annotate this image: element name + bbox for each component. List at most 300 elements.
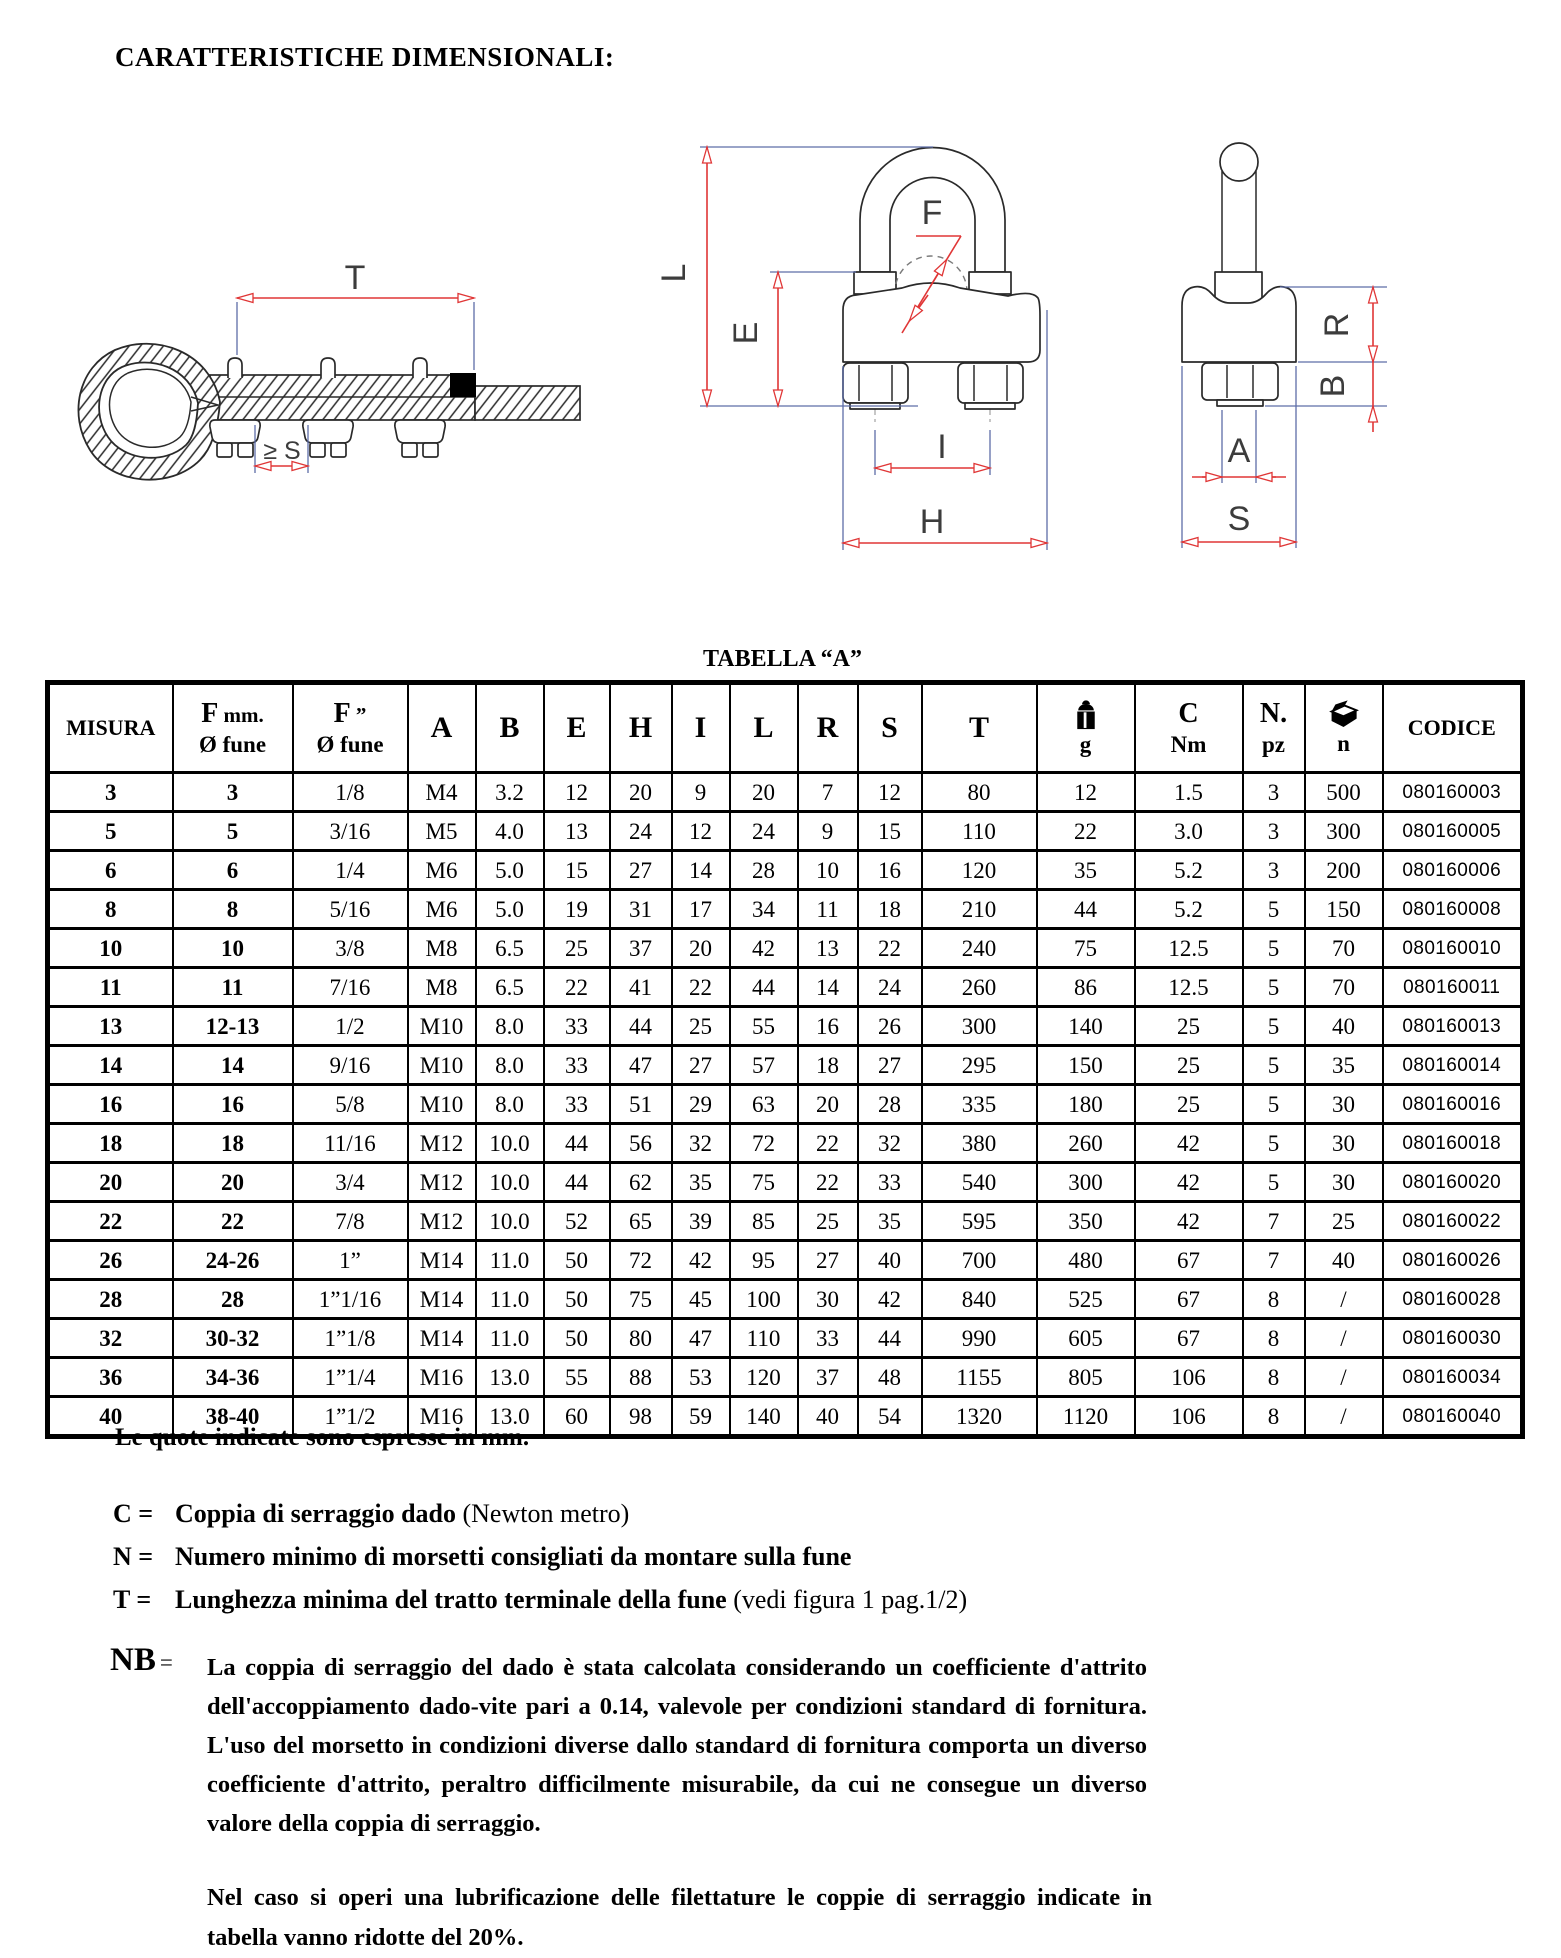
table-cell: 3/8 [293,929,408,968]
table-cell: / [1305,1280,1383,1319]
table-cell: M6 [408,851,476,890]
dim-label-h: H [919,503,945,541]
table-cell: 44 [730,968,798,1007]
table-cell: 3/16 [293,812,408,851]
legend-text-normal: (vedi figura 1 pag.1/2) [726,1585,968,1614]
table-cell: 200 [1305,851,1383,890]
table-cell: 12 [858,773,922,812]
table-cell: 35 [1305,1046,1383,1085]
table-cell: 20 [173,1163,293,1202]
table-cell: 31 [610,890,672,929]
table-cell: 7 [1243,1241,1305,1280]
table-cell: 40 [798,1397,858,1437]
table-cell: 8.0 [476,1085,544,1124]
table-cell: 34-36 [173,1358,293,1397]
table-cell: 72 [610,1241,672,1280]
table-cell: 13.0 [476,1358,544,1397]
table-cell: 95 [730,1241,798,1280]
table-cell: 080160006 [1383,851,1523,890]
table-cell: 5 [1243,929,1305,968]
table-cell: 25 [1305,1202,1383,1241]
table-cell: 42 [858,1280,922,1319]
table-cell: 150 [1037,1046,1135,1085]
nb-note [110,1642,1150,1843]
box-icon [1306,700,1382,729]
table-cell: 3.0 [1135,812,1243,851]
dimension-t [237,259,474,370]
table-cell: 080160013 [1383,1007,1523,1046]
table-cell: M14 [408,1241,476,1280]
column-header [1305,683,1383,773]
table-cell: M12 [408,1124,476,1163]
table-cell: 24 [730,812,798,851]
table-cell: 350 [1037,1202,1135,1241]
column-header-unit: n [1337,730,1350,756]
table-cell: 150 [1305,890,1383,929]
table-cell: 28 [858,1085,922,1124]
table-cell: 9 [798,812,858,851]
clip-front-view-drawing [655,110,1060,570]
table-cell: 54 [858,1397,922,1437]
table-cell: 335 [922,1085,1037,1124]
table-cell: 47 [610,1046,672,1085]
table-cell: 16 [173,1085,293,1124]
table-row [48,851,1523,890]
dim-label-i: I [937,428,947,466]
table-cell: 5 [1243,890,1305,929]
table-cell: 14 [173,1046,293,1085]
table-cell: 3 [1243,812,1305,851]
table-cell: 80 [610,1319,672,1358]
table-cell: 8.0 [476,1046,544,1085]
table-cell: 7 [798,773,858,812]
table-cell: 18 [173,1124,293,1163]
legend-text-normal: (Newton metro) [456,1499,630,1528]
column-header: H [610,683,672,773]
dim-label-a: A [1227,432,1251,470]
table-row [48,1124,1523,1163]
table-row [48,1280,1523,1319]
table-cell: 5 [173,812,293,851]
table-cell: 37 [798,1358,858,1397]
table-cell: 6 [48,851,173,890]
table-cell: 20 [48,1163,173,1202]
table-cell: 6.5 [476,968,544,1007]
table-cell: 3 [173,773,293,812]
table-cell: 40 [1305,1007,1383,1046]
table-cell: 8.0 [476,1007,544,1046]
table-cell: 13 [798,929,858,968]
dim-label-s: S [1227,500,1251,538]
dimension-i [875,428,990,475]
table-cell: 27 [798,1241,858,1280]
table-cell: 10 [48,929,173,968]
table-cell: 080160003 [1383,773,1523,812]
table-cell: 42 [1135,1163,1243,1202]
table-cell: 1”1/2 [293,1397,408,1437]
table-cell: 8 [173,890,293,929]
table-cell: 38-40 [173,1397,293,1437]
table-cell: 47 [672,1319,730,1358]
table-cell: 62 [610,1163,672,1202]
table-cell: 24 [610,812,672,851]
table-cell: 080160020 [1383,1163,1523,1202]
table-cell: 13 [48,1007,173,1046]
table-cell: 11 [173,968,293,1007]
table-cell: 37 [610,929,672,968]
table-cell: 805 [1037,1358,1135,1397]
table-cell: 34 [730,890,798,929]
table-cell: 5.0 [476,890,544,929]
table-cell: 30 [798,1280,858,1319]
table-cell: 10.0 [476,1124,544,1163]
table-cell: 22 [48,1202,173,1241]
table-cell: 1/8 [293,773,408,812]
table-cell: 86 [1037,968,1135,1007]
table-cell: 7 [1243,1202,1305,1241]
table-cell: 70 [1305,968,1383,1007]
table-cell: M16 [408,1358,476,1397]
legend-row-t [113,1578,967,1621]
thimble-eye [78,344,220,480]
table-cell: 24-26 [173,1241,293,1280]
column-header-unit: g [1079,731,1092,757]
table-cell: 52 [544,1202,610,1241]
table-cell: 16 [858,851,922,890]
table-cell: 22 [798,1124,858,1163]
table-cell: 22 [544,968,610,1007]
table-cell: 6.5 [476,929,544,968]
table-cell: 53 [672,1358,730,1397]
table-cell: 110 [730,1319,798,1358]
table-cell: 1” [293,1241,408,1280]
table-cell: 25 [1135,1007,1243,1046]
table-cell: 39 [672,1202,730,1241]
table-cell: 480 [1037,1241,1135,1280]
table-cell: 3/4 [293,1163,408,1202]
table-cell: 40 [48,1397,173,1437]
table-cell: 1”1/8 [293,1319,408,1358]
tabella-a [45,680,1525,1439]
wire-rope [210,375,580,420]
table-cell: M16 [408,1397,476,1437]
table-cell: 3 [1243,851,1305,890]
table-cell: 9 [672,773,730,812]
table-cell: 30-32 [173,1319,293,1358]
table-cell: 110 [922,812,1037,851]
dim-label-s-min: ≥ S [263,437,301,465]
table-cell: 25 [672,1007,730,1046]
table-cell: 25 [1135,1085,1243,1124]
table-cell: 33 [544,1085,610,1124]
table-row [48,1319,1523,1358]
dim-label-r: R [1318,312,1356,338]
table-cell: 40 [1305,1241,1383,1280]
table-cell: 59 [672,1397,730,1437]
table-cell: 27 [610,851,672,890]
table-cell: 33 [544,1046,610,1085]
table-row [48,968,1523,1007]
units-footnote: Le quote indicate sono espresse in mm. [115,1424,530,1451]
table-cell: M12 [408,1163,476,1202]
table-cell: 080160018 [1383,1124,1523,1163]
table-cell: 70 [1305,929,1383,968]
table-cell: 1/4 [293,851,408,890]
nb-label [110,1642,207,1679]
table-cell: 1120 [1037,1397,1135,1437]
table-cell: 4.0 [476,812,544,851]
table-cell: 40 [858,1241,922,1280]
table-cell: 106 [1135,1397,1243,1437]
table-cell: 8 [1243,1358,1305,1397]
table-cell: 5 [48,812,173,851]
table-cell: 080160022 [1383,1202,1523,1241]
table-cell: M10 [408,1046,476,1085]
table-cell: 7/16 [293,968,408,1007]
legend-text-bold: Lunghezza minima del tratto terminale della fune [175,1585,727,1614]
table-cell: M12 [408,1202,476,1241]
table-cell: 5 [1243,968,1305,1007]
table-cell: 10.0 [476,1163,544,1202]
table-cell: 5 [1243,1124,1305,1163]
table-cell: 45 [672,1280,730,1319]
table-cell: 11 [48,968,173,1007]
table-cell: 180 [1037,1085,1135,1124]
table-cell: 7/8 [293,1202,408,1241]
table-row [48,1358,1523,1397]
table-cell: 11.0 [476,1241,544,1280]
table-cell: 5/16 [293,890,408,929]
table-cell: 32 [672,1124,730,1163]
table-cell: 48 [858,1358,922,1397]
table-cell: 18 [48,1124,173,1163]
table-cell: 120 [922,851,1037,890]
table-cell: M10 [408,1007,476,1046]
clip-side-view-drawing [1140,110,1410,560]
table-cell: 30 [1305,1085,1383,1124]
table-cell: 50 [544,1280,610,1319]
table-cell: 11.0 [476,1280,544,1319]
table-cell: 20 [798,1085,858,1124]
table-cell: 13 [544,812,610,851]
table-cell: 9/16 [293,1046,408,1085]
table-cell: M10 [408,1085,476,1124]
table-cell: 56 [610,1124,672,1163]
saddle-body [843,283,1040,362]
table-cell: 700 [922,1241,1037,1280]
weight-icon [1038,699,1134,730]
table-cell: 5.2 [1135,890,1243,929]
column-header: S [858,683,922,773]
table-cell: 080160016 [1383,1085,1523,1124]
nb-paragraph: La coppia di serraggio del dado è stata calcolata considerando un coefficiente d'attrito dell'accoppiamento dado-vite pari a 0.14, valevole per condizioni standard di fornitura. L'uso del morsetto in condizioni diverse dallo standard di fornitura comporta un diverso coefficiente d'attrito, peraltro difficilmente misurabile, da cui ne consegue un diverso valore della coppia di serraggio. [207,1654,1147,1837]
legend-key: T = [113,1585,152,1614]
table-cell: 15 [544,851,610,890]
table-cell: 35 [672,1163,730,1202]
table-cell: 17 [672,890,730,929]
table-cell: 35 [1037,851,1135,890]
table-cell: 605 [1037,1319,1135,1358]
dim-label-t: T [344,259,366,297]
table-cell: 210 [922,890,1037,929]
table-cell: 20 [672,929,730,968]
table-cell: 67 [1135,1280,1243,1319]
table-row [48,773,1523,812]
table-cell: 260 [1037,1124,1135,1163]
column-header: MISURA [48,683,173,773]
table-cell: 33 [798,1319,858,1358]
table-cell: 300 [1305,812,1383,851]
hex-nut [958,363,1023,409]
table-cell: 525 [1037,1280,1135,1319]
table-cell: 25 [544,929,610,968]
table-cell: 080160005 [1383,812,1523,851]
table-cell: 50 [544,1319,610,1358]
table-cell: / [1305,1319,1383,1358]
table-cell: 30 [1305,1124,1383,1163]
hex-nut [843,363,908,409]
table-cell: 33 [858,1163,922,1202]
table-cell: 75 [1037,929,1135,968]
legend-row-n [113,1535,967,1578]
column-header: I [672,683,730,773]
table-cell: 100 [730,1280,798,1319]
table-cell: / [1305,1397,1383,1437]
table-cell: 080160030 [1383,1319,1523,1358]
table-cell: 75 [610,1280,672,1319]
table-cell: 27 [858,1046,922,1085]
table-cell: 8 [1243,1280,1305,1319]
table-cell: 30 [1305,1163,1383,1202]
table-cell: 080160014 [1383,1046,1523,1085]
table-cell: 15 [858,812,922,851]
table-cell: 106 [1135,1358,1243,1397]
table-cell: 300 [1037,1163,1135,1202]
table-cell: 72 [730,1124,798,1163]
table-cell: 22 [858,929,922,968]
table-cell: 14 [48,1046,173,1085]
table-cell: 28 [48,1280,173,1319]
table-cell: 080160010 [1383,929,1523,968]
table-cell: 22 [672,968,730,1007]
table-cell: 080160026 [1383,1241,1523,1280]
table-cell: 5 [1243,1085,1305,1124]
table-cell: 5.2 [1135,851,1243,890]
table-cell: M14 [408,1319,476,1358]
table-cell: 080160028 [1383,1280,1523,1319]
table-cell: 3.2 [476,773,544,812]
table-cell: 41 [610,968,672,1007]
dimension-e [727,272,856,406]
table-cell: 11/16 [293,1124,408,1163]
table-cell: 080160008 [1383,890,1523,929]
table-cell: 25 [798,1202,858,1241]
nb-label-text: NB [110,1642,156,1678]
column-header [1037,683,1135,773]
table-cell: 1”1/4 [293,1358,408,1397]
table-cell: 5 [1243,1163,1305,1202]
table-cell: 1/2 [293,1007,408,1046]
dimension-a [1192,410,1286,483]
legend-text-bold: Coppia di serraggio dado [175,1499,456,1528]
legend-key: N = [113,1542,154,1571]
table-cell: 60 [544,1397,610,1437]
table-row [48,929,1523,968]
table-cell: 990 [922,1319,1037,1358]
table-cell: M5 [408,812,476,851]
table-cell: 85 [730,1202,798,1241]
table-cell: 57 [730,1046,798,1085]
table-cell: 29 [672,1085,730,1124]
column-header: E [544,683,610,773]
table-cell: 42 [1135,1124,1243,1163]
column-header: B [476,683,544,773]
column-header: L [730,683,798,773]
column-header: C Nm [1135,683,1243,773]
table-cell: 595 [922,1202,1037,1241]
table-cell: 35 [858,1202,922,1241]
column-header: T [922,683,1037,773]
table-cell: 140 [730,1397,798,1437]
legend-key: C = [113,1499,154,1528]
table-cell: 67 [1135,1241,1243,1280]
table-cell: 55 [544,1358,610,1397]
table-cell: 44 [610,1007,672,1046]
table-cell: 24 [858,968,922,1007]
table-row [48,1007,1523,1046]
table-cell: 27 [672,1046,730,1085]
table-cell: 22 [1037,812,1135,851]
table-cell: 33 [544,1007,610,1046]
table-cell: 13.0 [476,1397,544,1437]
legend-row-c [113,1492,967,1535]
u-bolt-side [1215,143,1262,315]
table-cell: 11.0 [476,1319,544,1358]
table-cell: 540 [922,1163,1037,1202]
table-cell: 240 [922,929,1037,968]
table-cell: 12 [1037,773,1135,812]
table-cell: 8 [1243,1397,1305,1437]
table-cell: 1155 [922,1358,1037,1397]
table-cell: 10.0 [476,1202,544,1241]
table-cell: 840 [922,1280,1037,1319]
hex-nut-side [1202,363,1278,406]
table-header-row [48,683,1523,773]
table-cell: 22 [173,1202,293,1241]
table-cell: 26 [48,1241,173,1280]
table-cell: 28 [173,1280,293,1319]
table-cell: 080160040 [1383,1397,1523,1437]
table-cell: 26 [858,1007,922,1046]
page-title: CARATTERISTICHE DIMENSIONALI: [115,42,615,72]
dim-label-b: B [1314,374,1352,398]
table-cell: 80 [922,773,1037,812]
table-row [48,1085,1523,1124]
table-cell: 32 [48,1319,173,1358]
table-cell: 44 [858,1319,922,1358]
table-row [48,890,1523,929]
table-cell: 8 [1243,1319,1305,1358]
column-header: CODICE [1383,683,1523,773]
table-cell: 55 [730,1007,798,1046]
table-cell: 44 [544,1124,610,1163]
table-cell: / [1305,1358,1383,1397]
table-cell: 380 [922,1124,1037,1163]
column-header: N. pz [1243,683,1305,773]
table-cell: 44 [544,1163,610,1202]
lubrication-note: Nel caso si operi una lubrificazione delle filettature le coppie di serraggio indicate in tabella vanno ridotte del 20%. [207,1884,1152,1951]
legend [113,1492,967,1621]
